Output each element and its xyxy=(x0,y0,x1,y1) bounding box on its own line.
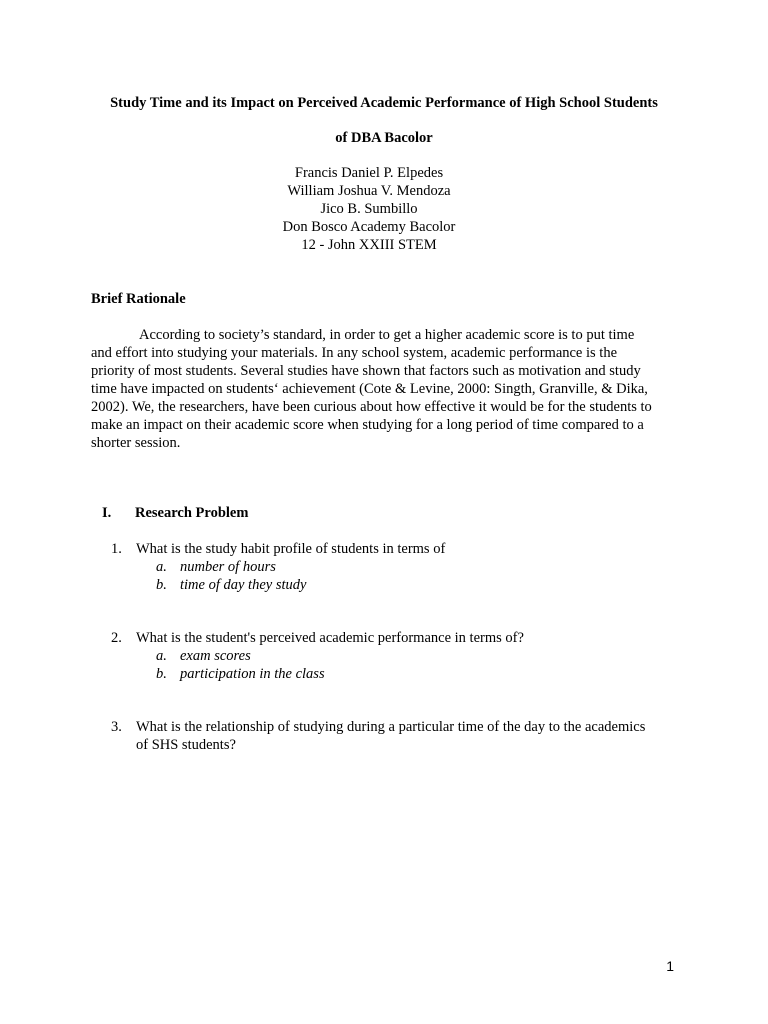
subitem-text: number of hours xyxy=(180,559,276,575)
paragraph-line: shorter session. xyxy=(91,435,181,451)
question-number: 3. xyxy=(111,719,122,735)
subitem xyxy=(156,665,656,683)
question-line: What is the study habit profile of students in terms of xyxy=(136,541,446,557)
rationale-heading: Brief Rationale xyxy=(91,291,186,307)
question-text xyxy=(136,629,706,647)
document-title-line-1: Study Time and its Impact on Perceived Academic Performance of High School Students xyxy=(110,95,658,111)
question-line: of SHS students? xyxy=(136,737,236,753)
paragraph-line: priority of most students. Several studies have shown that factors such as motivation and study xyxy=(91,363,641,379)
paragraph-line: According to society’s standard, in order to get a higher academic score is to put time xyxy=(139,327,635,343)
subitem xyxy=(156,647,656,665)
author-block xyxy=(0,164,738,254)
paragraph-line: time have impacted on students‘ achievement (Cote & Levine, 2000: Singth, Granville, & Dika, xyxy=(91,381,648,397)
question-text xyxy=(136,540,706,558)
subitem xyxy=(156,576,656,594)
author-name: William Joshua V. Mendoza xyxy=(287,183,451,199)
subitem-letter: a. xyxy=(156,559,167,575)
page-number: 1 xyxy=(666,958,674,974)
author-section: 12 - John XXIII STEM xyxy=(301,237,437,253)
author-name: Francis Daniel P. Elpedes xyxy=(294,165,444,181)
question-text xyxy=(136,718,706,754)
question-subitems xyxy=(156,647,656,683)
section-numeral: I. xyxy=(102,505,112,521)
subitem-letter: b. xyxy=(156,666,167,682)
subitem xyxy=(156,558,656,576)
author-name: Jico B. Sumbillo xyxy=(320,201,418,217)
subitem-letter: a. xyxy=(156,648,167,664)
question-line: What is the student's perceived academic performance in terms of? xyxy=(136,630,524,646)
subitem-text: time of day they study xyxy=(180,577,307,593)
question-subitems xyxy=(156,558,656,594)
subitem-text: exam scores xyxy=(180,648,251,664)
question-number: 1. xyxy=(111,541,122,557)
subitem-text: participation in the class xyxy=(180,666,325,682)
subitem-letter: b. xyxy=(156,577,167,593)
author-school: Don Bosco Academy Bacolor xyxy=(282,219,456,235)
paragraph-line: 2002). We, the researchers, have been curious about how effective it would be for the students to xyxy=(91,399,652,415)
research-problem-heading xyxy=(102,504,248,522)
paragraph-line: and effort into studying your materials. In any school system, academic performance is the xyxy=(91,345,618,361)
question-line: What is the relationship of studying during a particular time of the day to the academics xyxy=(136,719,646,735)
section-title: Research Problem xyxy=(135,505,249,521)
rationale-paragraph xyxy=(91,326,691,452)
document-title-line-2: of DBA Bacolor xyxy=(335,130,433,146)
question-number: 2. xyxy=(111,630,122,646)
paragraph-line: make an impact on their academic score when studying for a long period of time compared to a xyxy=(91,417,644,433)
